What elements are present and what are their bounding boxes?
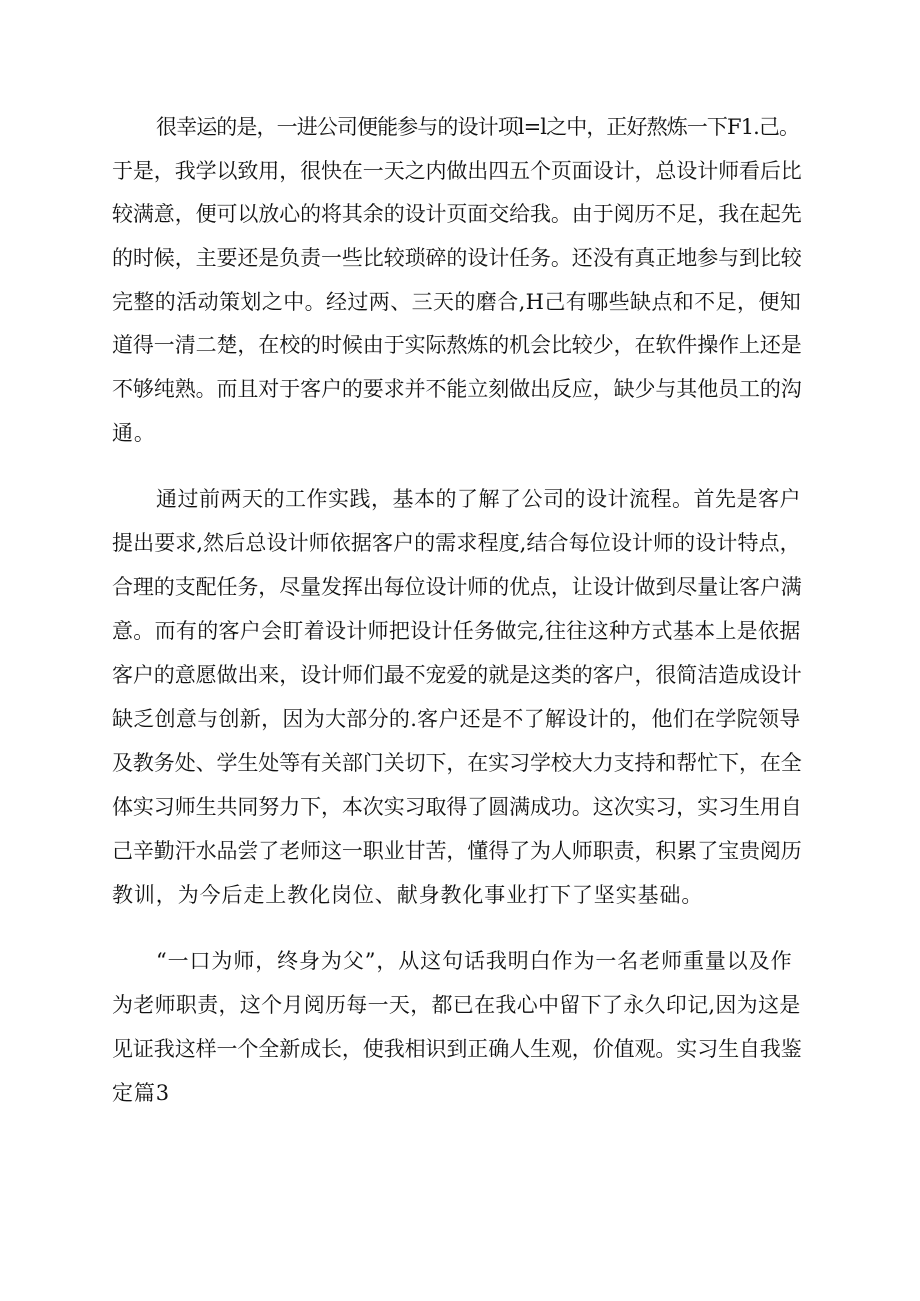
paragraph-2-line-2: 提出要求,然后总设计师依据客户的需求程度,结合每位设计师的设计特点，: [112, 531, 801, 555]
paragraph-3-line-2: 为老师职责，这个月阅历每一天，都已在我心中留下了永久印记,因为这是: [112, 993, 801, 1017]
paragraph-1-line-7: 不够纯熟。而且对于客户的要求并不能立刻做出反应，缺少与其他员工的沟: [112, 377, 802, 401]
paragraph-2-line-5: 客户的意愿做出来，设计师们最不宠爱的就是这类的客户，很简洁造成设计: [112, 663, 802, 687]
paragraph-1-line-6: 道得一清二楚，在校的时候由于实际熬炼的机会比较少，在软件操作上还是: [112, 333, 802, 357]
paragraph-3-line-3: 见证我这样一个全新成长，使我相识到正确人生观，价值观。实习生自我鉴: [112, 1037, 802, 1061]
paragraph-2-line-6: 缺乏创意与创新，因为大部分的.客户还是不了解设计的，他们在学院领导: [112, 707, 801, 731]
paragraph-2-line-9: 己辛勤汗水品尝了老师这一职业甘苦，懂得了为人师职责，积累了宝贵阅历: [112, 839, 802, 863]
paragraph-2-line-7: 及教务处、学生处等有关部门关切下，在实习学校大力支持和帮忙下，在全: [112, 751, 802, 775]
paragraph-1-line-4: 的时候，主要还是负责一些比较琐碎的设计任务。还没有真正地参与到比较: [112, 246, 802, 270]
paragraph-1-line-3: 较满意，便可以放心的将其余的设计页面交给我。由于阅历不足，我在起先: [112, 202, 802, 226]
paragraph-1-line-1: 很幸运的是，一进公司便能参与的设计项l=l之中，正好熬炼一下F1.己。: [156, 115, 800, 139]
paragraph-2-line-4: 意。而有的客户会盯着设计师把设计任务做完,往往这种方式基本上是依据: [112, 619, 801, 643]
paragraph-2-line-10: 教训，为今后走上教化岗位、献身教化事业打下了坚实基础。: [112, 883, 704, 907]
paragraph-2-line-8: 体实习师生共同努力下，本次实习取得了圆满成功。这次实习，实习生用自: [112, 795, 802, 819]
paragraph-1-line-5: 完整的活动策划之中。经过两、三天的磨合,H己有哪些缺点和不足，便知: [112, 290, 802, 314]
paragraph-3-line-4: 定篇3: [112, 1081, 171, 1105]
paragraph-1-line-8: 通。: [112, 421, 156, 445]
paragraph-2-line-1: 通过前两天的工作实践，基本的了解了公司的设计流程。首先是客户: [156, 487, 801, 511]
paragraph-2-line-3: 合理的支配任务，尽量发挥出每位设计师的优点，让设计做到尽量让客户满: [112, 575, 802, 599]
paragraph-1-line-2: 于是，我学以致用，很快在一天之内做出四五个页面设计，总设计师看后比: [112, 159, 802, 183]
paragraph-3-line-1: “一口为师，终身为父”，从这句话我明白作为一名老师重量以及作: [156, 949, 793, 973]
